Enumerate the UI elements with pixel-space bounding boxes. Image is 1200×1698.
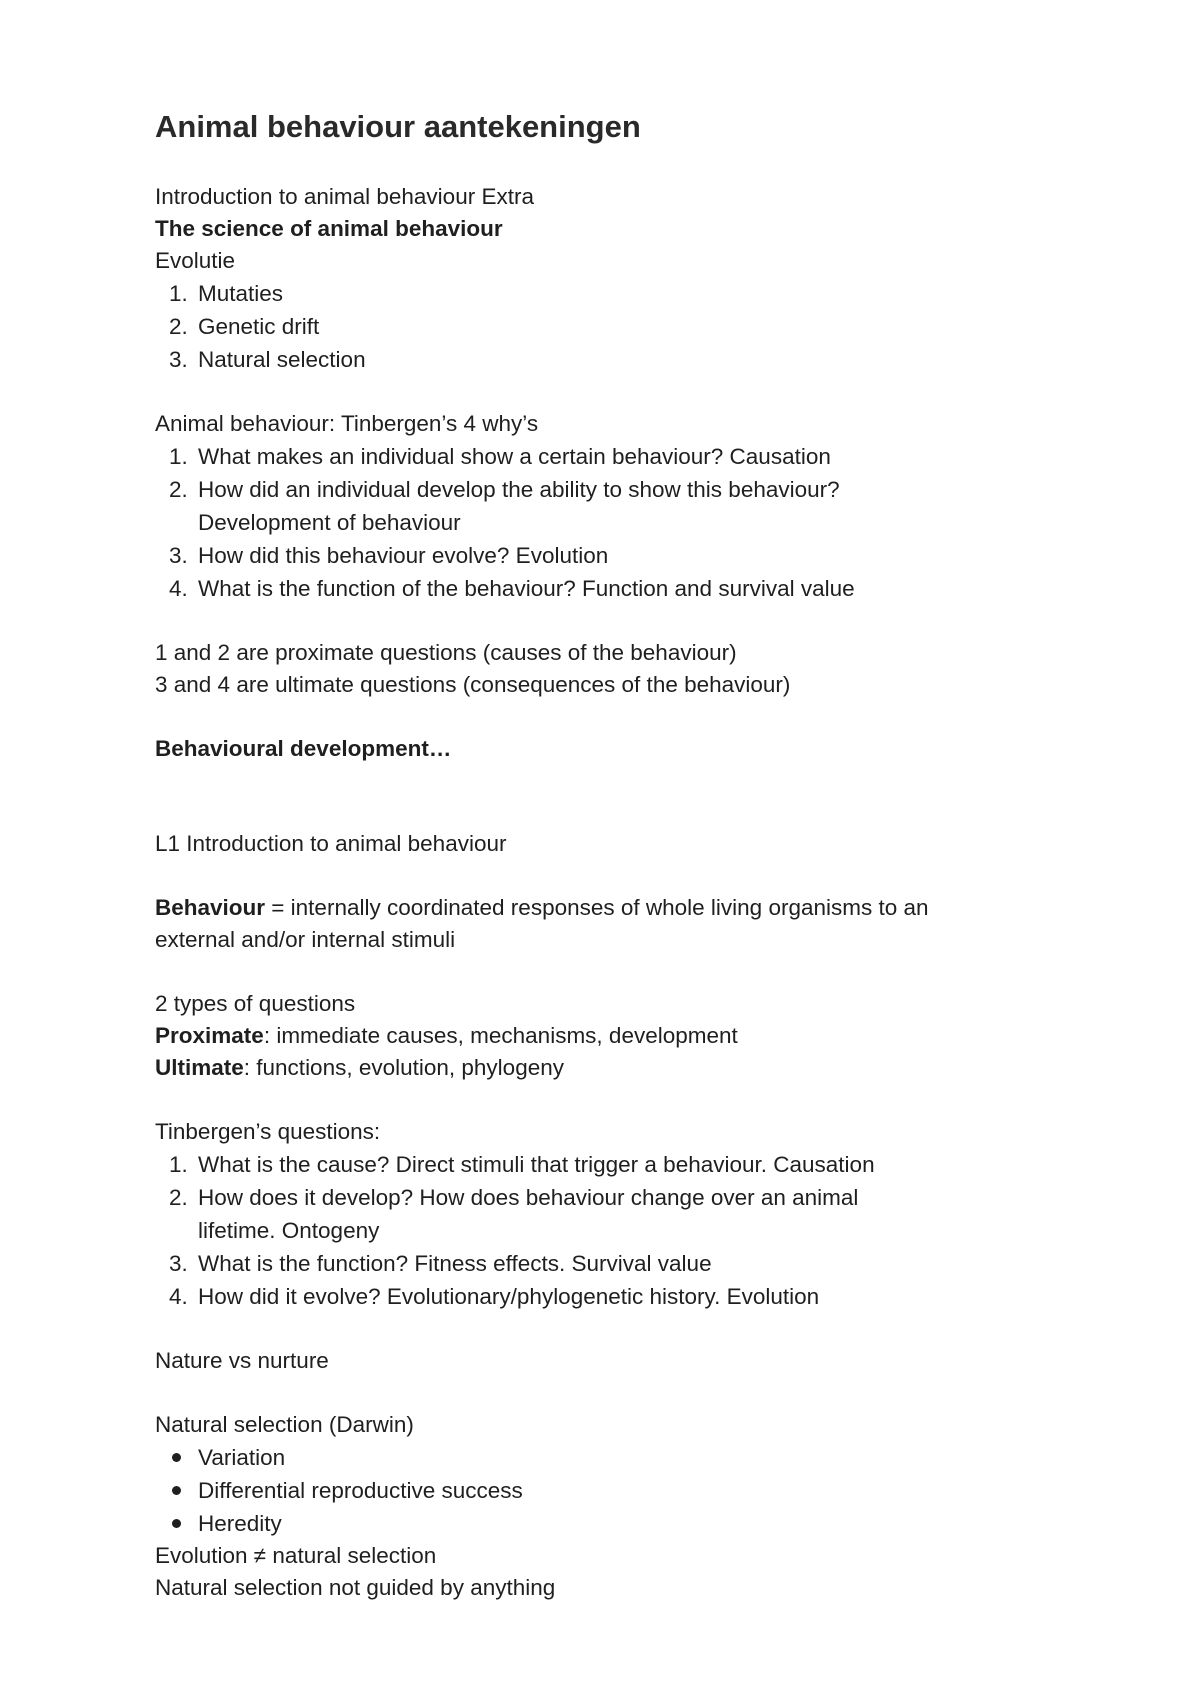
development-heading: Behavioural development… — [155, 736, 452, 761]
tinbergen-label: Animal behaviour: Tinbergen’s 4 why’s — [155, 411, 539, 436]
list-item-text: How did this behaviour evolve? Evolution — [198, 543, 609, 568]
list-item-text: What is the cause? Direct stimuli that trigger a behaviour. Causation — [198, 1152, 875, 1177]
list-item — [155, 473, 1055, 539]
proximate-term: Proximate — [155, 1023, 264, 1048]
natural-selection-list — [155, 1441, 1055, 1540]
natural-selection-label: Natural selection (Darwin) — [155, 1412, 414, 1437]
document-title: Animal behaviour aantekeningen — [155, 109, 641, 144]
list-number: 2. — [169, 1185, 188, 1210]
spacer — [155, 1377, 1055, 1409]
list-number: 3. — [169, 543, 188, 568]
section-heading-extra: Introduction to animal behaviour Extra — [155, 184, 534, 209]
tinbergen-questions-list — [155, 1148, 1055, 1313]
section-heading-l1: L1 Introduction to animal behaviour — [155, 831, 507, 856]
bullet-item — [155, 1441, 1055, 1474]
spacer — [155, 1084, 1055, 1116]
list-item-text-continued: lifetime. Ontogeny — [198, 1218, 380, 1243]
list-item-text: Mutaties — [198, 281, 284, 306]
question-types-label: 2 types of questions — [155, 991, 356, 1016]
spacer — [155, 376, 1055, 408]
list-number: 2. — [169, 314, 188, 339]
proximate-summary: 1 and 2 are proximate questions (causes of the behaviour) — [155, 640, 737, 665]
spacer — [155, 956, 1055, 988]
list-number: 1. — [169, 444, 188, 469]
list-item — [155, 572, 1055, 605]
bullet-icon — [172, 1453, 181, 1462]
ultimate-summary: 3 and 4 are ultimate questions (consequences of the behaviour) — [155, 672, 791, 697]
tinbergen-list — [155, 440, 1055, 605]
list-number: 1. — [169, 1152, 188, 1177]
proximate-definition-text: : immediate causes, mechanisms, development — [263, 1023, 738, 1048]
behaviour-definition-text: = internally coordinated responses of whole living organisms to an — [265, 895, 929, 920]
natural-selection-not-guided: Natural selection not guided by anything — [155, 1575, 556, 1600]
behaviour-definition — [155, 892, 1055, 924]
behaviour-term: Behaviour — [155, 895, 266, 920]
spacer — [155, 149, 1055, 181]
spacer — [155, 605, 1055, 637]
list-item-text: How does it develop? How does behaviour change over an animal — [198, 1185, 859, 1210]
bullet-item — [155, 1474, 1055, 1507]
document-page — [155, 105, 1055, 1604]
list-number: 3. — [169, 1251, 188, 1276]
list-item — [155, 343, 1055, 376]
bullet-item — [155, 1507, 1055, 1540]
list-item-text: How did an individual develop the ability to show this behaviour? — [198, 477, 840, 502]
list-item — [155, 1181, 1055, 1247]
evolutie-list — [155, 277, 1055, 376]
nature-vs-nurture: Nature vs nurture — [155, 1348, 329, 1373]
list-item-text-continued: Development of behaviour — [198, 510, 461, 535]
list-item-text: What is the function? Fitness effects. Survival value — [198, 1251, 712, 1276]
ultimate-definition-text: : functions, evolution, phylogeny — [243, 1055, 564, 1080]
ultimate-definition — [155, 1052, 1055, 1084]
spacer — [155, 1313, 1055, 1345]
bullet-item-text: Variation — [198, 1445, 286, 1470]
list-item — [155, 1148, 1055, 1181]
list-item — [155, 539, 1055, 572]
list-number: 4. — [169, 576, 188, 601]
section-subheading-science: The science of animal behaviour — [155, 216, 503, 241]
spacer — [155, 765, 1055, 828]
spacer — [155, 701, 1055, 733]
evolution-not-natural-selection: Evolution ≠ natural selection — [155, 1543, 437, 1568]
list-item-text: How did it evolve? Evolutionary/phylogenetic history. Evolution — [198, 1284, 820, 1309]
tinbergen-questions-label: Tinbergen’s questions: — [155, 1119, 381, 1144]
evolutie-label: Evolutie — [155, 248, 236, 273]
bullet-item-text: Differential reproductive success — [198, 1478, 523, 1503]
list-item-text: What makes an individual show a certain behaviour? Causation — [198, 444, 831, 469]
list-item-text: Natural selection — [198, 347, 366, 372]
bullet-icon — [172, 1486, 181, 1495]
list-item — [155, 440, 1055, 473]
list-item — [155, 310, 1055, 343]
list-number: 4. — [169, 1284, 188, 1309]
list-number: 3. — [169, 347, 188, 372]
list-item — [155, 1247, 1055, 1280]
bullet-item-text: Heredity — [198, 1511, 282, 1536]
proximate-definition — [155, 1020, 1055, 1052]
behaviour-definition-continued: external and/or internal stimuli — [155, 927, 456, 952]
ultimate-term: Ultimate — [155, 1055, 244, 1080]
list-number: 1. — [169, 281, 188, 306]
bullet-icon — [172, 1519, 181, 1528]
list-number: 2. — [169, 477, 188, 502]
list-item — [155, 277, 1055, 310]
list-item-text: Genetic drift — [198, 314, 320, 339]
list-item — [155, 1280, 1055, 1313]
list-item-text: What is the function of the behaviour? Function and survival value — [198, 576, 855, 601]
spacer — [155, 860, 1055, 892]
